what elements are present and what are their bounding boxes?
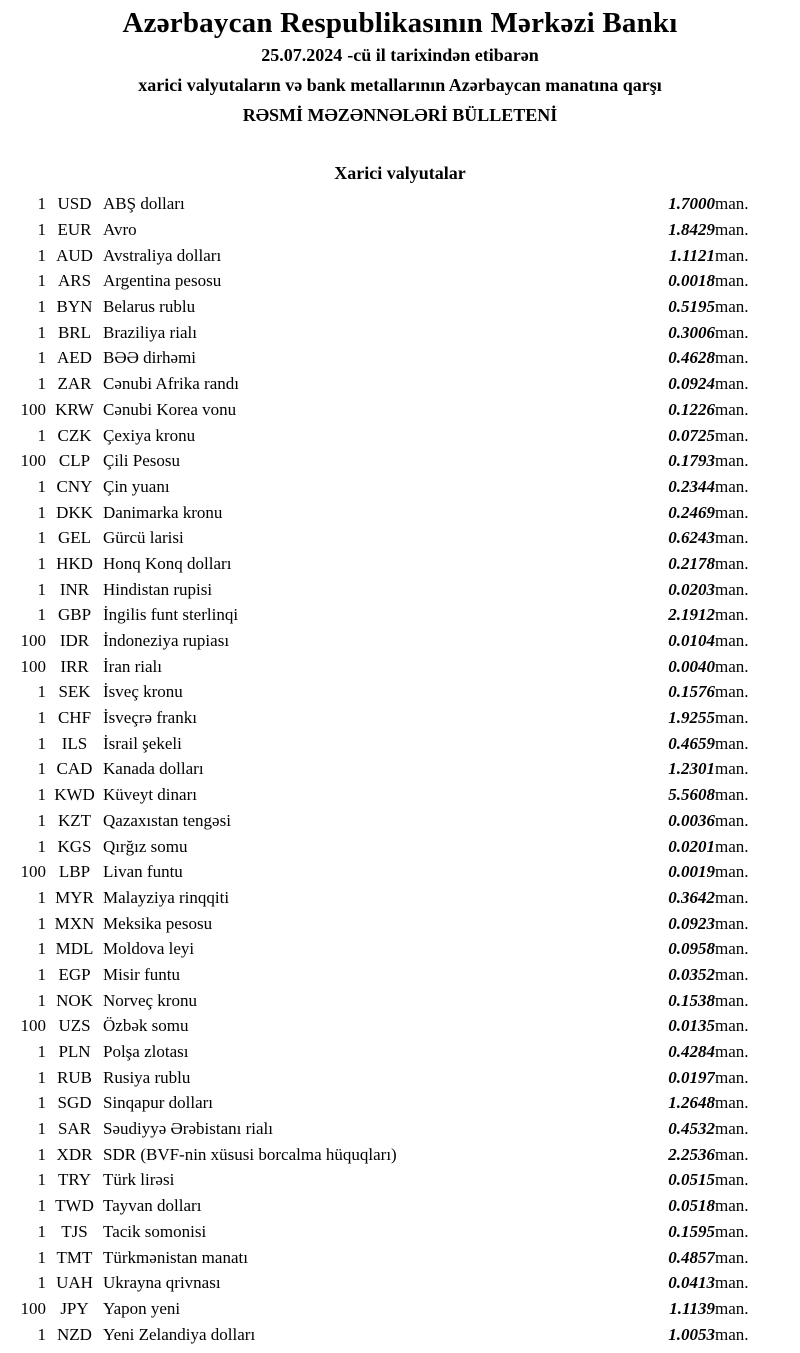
rate-row (0, 242, 800, 268)
row-quantity: 1 (37, 990, 46, 1010)
row-currency-code: EUR (57, 220, 92, 240)
rate-row (0, 679, 800, 705)
row-unit-label: man. (715, 733, 749, 753)
row-currency-code: IDR (59, 631, 90, 651)
rate-row (0, 1090, 800, 1116)
row-unit-label: man. (715, 348, 749, 368)
row-currency-name: İsrail şekeli (103, 733, 182, 753)
section-title: Xarici valyutalar (334, 163, 466, 183)
row-rate-value: 0.0203 (668, 579, 715, 599)
row-rate-value: 0.3006 (668, 322, 715, 342)
row-unit-label: man. (715, 862, 749, 882)
rate-row (0, 345, 800, 371)
row-currency-code: HKD (56, 553, 93, 573)
row-currency-code: MXN (54, 913, 95, 933)
row-rate-value: 0.1576 (668, 682, 715, 702)
row-quantity: 1 (37, 245, 46, 265)
row-currency-code: LBP (58, 862, 91, 882)
row-currency-code: KGS (57, 836, 92, 856)
row-currency-name: SDR (BVF-nin xüsusi borcalma hüquqları) (103, 1144, 397, 1164)
row-unit-label: man. (715, 245, 749, 265)
row-unit-label: man. (715, 374, 749, 394)
row-unit-label: man. (715, 502, 749, 522)
row-rate-value: 0.0413 (668, 1273, 715, 1293)
row-currency-code: NOK (56, 990, 93, 1010)
row-currency-name: İsveç kronu (103, 682, 183, 702)
row-quantity: 1 (37, 1273, 46, 1293)
row-quantity: 1 (37, 1247, 46, 1267)
row-currency-code: SAR (57, 1119, 92, 1139)
row-quantity: 1 (37, 476, 46, 496)
row-currency-name: Malayziya rinqqiti (103, 887, 230, 907)
row-currency-code: KWD (54, 785, 95, 805)
row-unit-label: man. (715, 605, 749, 625)
row-currency-code: CNY (56, 476, 93, 496)
row-currency-name: Moldova leyi (103, 939, 195, 959)
rate-row (0, 808, 800, 834)
rate-row (0, 653, 800, 679)
row-currency-name: Səudiyyə Ərəbistanı rialı (103, 1119, 273, 1139)
row-unit-label: man. (715, 451, 749, 471)
row-rate-value: 0.0040 (668, 656, 715, 676)
row-rate-value: 5.5608 (668, 785, 715, 805)
row-quantity: 1 (37, 348, 46, 368)
row-quantity: 1 (37, 836, 46, 856)
row-unit-label: man. (715, 1093, 749, 1113)
row-currency-code: UZS (58, 1016, 91, 1036)
row-currency-code: KZT (57, 810, 92, 830)
row-quantity: 1 (37, 1042, 46, 1062)
row-currency-code: TMT (56, 1247, 93, 1267)
row-currency-code: XDR (56, 1144, 93, 1164)
row-rate-value: 1.1121 (669, 245, 715, 265)
row-rate-value: 0.2469 (668, 502, 715, 522)
row-unit-label: man. (715, 785, 749, 805)
row-unit-label: man. (715, 1324, 749, 1344)
rate-row (0, 217, 800, 243)
row-currency-code: NZD (57, 1324, 92, 1344)
row-currency-name: Cənubi Korea vonu (103, 399, 237, 419)
row-currency-name: Türkmənistan manatı (103, 1247, 248, 1267)
row-quantity: 1 (37, 1144, 46, 1164)
row-quantity: 1 (37, 502, 46, 522)
row-unit-label: man. (715, 810, 749, 830)
row-currency-name: Argentina pesosu (103, 271, 222, 291)
rate-row (0, 576, 800, 602)
rate-row (0, 936, 800, 962)
rate-row (0, 1116, 800, 1142)
row-currency-name: Çin yuanı (103, 476, 170, 496)
rate-row (0, 885, 800, 911)
rate-row (0, 1141, 800, 1167)
row-quantity: 1 (37, 1119, 46, 1139)
row-currency-code: GEL (57, 528, 92, 548)
row-unit-label: man. (715, 1067, 749, 1087)
row-currency-code: GBP (57, 605, 92, 625)
row-rate-value: 0.2178 (668, 553, 715, 573)
row-unit-label: man. (715, 913, 749, 933)
rate-row (0, 268, 800, 294)
row-quantity: 1 (37, 964, 46, 984)
row-rate-value: 1.8429 (668, 220, 715, 240)
row-currency-name: İndoneziya rupiası (103, 631, 230, 651)
row-currency-code: IRR (60, 656, 89, 676)
row-currency-name: Yapon yeni (103, 1298, 181, 1318)
row-quantity: 1 (37, 528, 46, 548)
rate-row (0, 1064, 800, 1090)
row-rate-value: 0.0036 (668, 810, 715, 830)
row-unit-label: man. (715, 271, 749, 291)
row-unit-label: man. (715, 425, 749, 445)
row-unit-label: man. (715, 399, 749, 419)
row-rate-value: 0.0104 (668, 631, 715, 651)
rate-row (0, 1039, 800, 1065)
row-currency-code: ARS (57, 271, 92, 291)
row-currency-code: TJS (61, 1221, 88, 1241)
rate-row (0, 782, 800, 808)
rate-row (0, 551, 800, 577)
row-quantity: 1 (37, 1093, 46, 1113)
rate-row (0, 756, 800, 782)
row-rate-value: 1.0053 (668, 1324, 715, 1344)
rate-row (0, 1167, 800, 1193)
row-rate-value: 0.0958 (668, 939, 715, 959)
row-quantity: 1 (37, 759, 46, 779)
row-currency-name: Hindistan rupisi (103, 579, 213, 599)
row-quantity: 100 (20, 451, 46, 471)
row-currency-name: Küveyt dinarı (103, 785, 197, 805)
rates-table (0, 191, 800, 1347)
row-rate-value: 0.6243 (668, 528, 715, 548)
row-rate-value: 0.0201 (668, 836, 715, 856)
row-currency-code: JPY (60, 1298, 89, 1318)
row-unit-label: man. (715, 631, 749, 651)
row-quantity: 1 (37, 579, 46, 599)
rate-row (0, 1193, 800, 1219)
row-quantity: 1 (37, 271, 46, 291)
rate-row (0, 705, 800, 731)
rate-row (0, 397, 800, 423)
row-rate-value: 0.1793 (668, 451, 715, 471)
row-rate-value: 1.1139 (669, 1298, 715, 1318)
row-currency-name: Braziliya rialı (103, 322, 197, 342)
rates-table-body (0, 191, 800, 1347)
row-currency-code: INR (59, 579, 90, 599)
row-unit-label: man. (715, 528, 749, 548)
row-unit-label: man. (715, 1119, 749, 1139)
effective-date-suffix: -cü il tarixindən etibarən (347, 45, 539, 65)
rate-row (0, 319, 800, 345)
row-unit-label: man. (715, 1196, 749, 1216)
row-currency-name: İran rialı (103, 656, 162, 676)
rate-row (0, 191, 800, 217)
row-quantity: 1 (37, 194, 46, 214)
bank-title: Azərbaycan Respublikasının Mərkəzi Bankı (122, 7, 678, 39)
rate-row (0, 499, 800, 525)
row-currency-name: Honq Konq dolları (103, 553, 232, 573)
row-rate-value: 0.3642 (668, 887, 715, 907)
row-currency-name: Kanada dolları (103, 759, 204, 779)
row-quantity: 1 (37, 1170, 46, 1190)
row-rate-value: 0.5195 (668, 297, 715, 317)
row-quantity: 1 (37, 1324, 46, 1344)
row-quantity: 1 (37, 605, 46, 625)
row-currency-name: Tacik somonisi (103, 1221, 207, 1241)
row-rate-value: 0.0352 (668, 964, 715, 984)
row-currency-code: PLN (58, 1042, 91, 1062)
rate-row (0, 730, 800, 756)
row-quantity: 1 (37, 785, 46, 805)
row-unit-label: man. (715, 194, 749, 214)
row-currency-code: TRY (57, 1170, 92, 1190)
row-unit-label: man. (715, 1221, 749, 1241)
row-quantity: 1 (37, 939, 46, 959)
row-rate-value: 1.7000 (668, 194, 715, 214)
row-unit-label: man. (715, 220, 749, 240)
rate-row (0, 628, 800, 654)
row-unit-label: man. (715, 322, 749, 342)
row-unit-label: man. (715, 297, 749, 317)
bulletin-header (0, 0, 800, 130)
row-currency-name: Yeni Zelandiya dolları (103, 1324, 256, 1344)
row-currency-name: Çexiya kronu (103, 425, 196, 445)
effective-date-line (0, 40, 800, 70)
row-currency-name: Özbək somu (103, 1016, 189, 1036)
row-rate-value: 0.0725 (668, 425, 715, 445)
row-currency-name: Ukrayna qrivnası (103, 1273, 221, 1293)
row-unit-label: man. (715, 1298, 749, 1318)
rate-row (0, 859, 800, 885)
row-rate-value: 0.0518 (668, 1196, 715, 1216)
row-quantity: 1 (37, 913, 46, 933)
row-currency-name: Misir funtu (103, 964, 180, 984)
row-currency-code: AUD (56, 245, 93, 265)
row-rate-value: 0.0197 (668, 1067, 715, 1087)
row-currency-name: Polşa zlotası (103, 1042, 189, 1062)
row-unit-label: man. (715, 579, 749, 599)
row-rate-value: 0.4532 (668, 1119, 715, 1139)
row-unit-label: man. (715, 887, 749, 907)
row-currency-name: Tayvan dolları (103, 1196, 202, 1216)
row-quantity: 1 (37, 553, 46, 573)
row-currency-code: RUB (57, 1067, 92, 1087)
row-currency-code: EGP (58, 964, 91, 984)
row-currency-code: UAH (56, 1273, 93, 1293)
rate-row (0, 294, 800, 320)
row-currency-name: Qazaxıstan tengəsi (103, 810, 231, 830)
row-currency-name: Meksika pesosu (103, 913, 213, 933)
rate-row (0, 1321, 800, 1347)
rate-row (0, 525, 800, 551)
row-currency-code: SEK (58, 682, 91, 702)
row-currency-code: ZAR (57, 374, 92, 394)
row-quantity: 1 (37, 297, 46, 317)
effective-date: 25.07.2024 (261, 45, 343, 65)
rate-row (0, 833, 800, 859)
row-currency-name: Danimarka kronu (103, 502, 223, 522)
row-quantity: 100 (20, 631, 46, 651)
row-currency-name: Avro (103, 220, 137, 240)
bulletin-title: RƏSMİ MƏZƏNNƏLƏRİ BÜLLETENİ (242, 105, 558, 125)
row-rate-value: 1.2648 (668, 1093, 715, 1113)
row-quantity: 1 (37, 682, 46, 702)
row-unit-label: man. (715, 990, 749, 1010)
rate-row (0, 474, 800, 500)
row-quantity: 1 (37, 1221, 46, 1241)
row-currency-code: BYN (56, 297, 93, 317)
row-currency-name: Sinqapur dolları (103, 1093, 214, 1113)
rate-row (0, 1270, 800, 1296)
row-currency-name: Cənubi Afrika randı (103, 374, 239, 394)
row-currency-code: MDL (55, 939, 94, 959)
row-currency-code: SGD (57, 1093, 92, 1113)
row-unit-label: man. (715, 759, 749, 779)
row-unit-label: man. (715, 682, 749, 702)
rate-row (0, 910, 800, 936)
row-unit-label: man. (715, 1144, 749, 1164)
rate-row (0, 1013, 800, 1039)
row-currency-code: CHF (57, 708, 92, 728)
row-currency-code: AED (57, 348, 92, 368)
row-unit-label: man. (715, 1170, 749, 1190)
row-quantity: 1 (37, 220, 46, 240)
rate-row (0, 422, 800, 448)
rate-row (0, 371, 800, 397)
row-quantity: 100 (20, 1016, 46, 1036)
row-unit-label: man. (715, 476, 749, 496)
row-rate-value: 0.4284 (668, 1042, 715, 1062)
row-unit-label: man. (715, 656, 749, 676)
row-rate-value: 0.0019 (668, 862, 715, 882)
row-quantity: 1 (37, 708, 46, 728)
row-currency-name: İngilis funt sterlinqi (103, 605, 239, 625)
row-rate-value: 1.2301 (668, 759, 715, 779)
row-currency-code: ILS (61, 733, 88, 753)
row-quantity: 1 (37, 887, 46, 907)
row-currency-name: Qırğız somu (103, 836, 188, 856)
row-currency-name: BƏƏ dirhəmi (103, 348, 197, 368)
row-currency-name: Avstraliya dolları (103, 245, 222, 265)
row-currency-name: ABŞ dolları (103, 194, 185, 214)
row-unit-label: man. (715, 1273, 749, 1293)
row-unit-label: man. (715, 1247, 749, 1267)
row-currency-name: İsveçrə frankı (103, 708, 197, 728)
row-unit-label: man. (715, 939, 749, 959)
row-currency-code: MYR (55, 887, 94, 907)
row-rate-value: 0.1538 (668, 990, 715, 1010)
row-rate-value: 0.4857 (668, 1247, 715, 1267)
row-currency-code: CZK (57, 425, 92, 445)
row-currency-code: KRW (55, 399, 94, 419)
row-rate-value: 2.2536 (668, 1144, 715, 1164)
row-quantity: 1 (37, 810, 46, 830)
row-rate-value: 0.4659 (668, 733, 715, 753)
rate-row (0, 1219, 800, 1245)
row-currency-name: Norveç kronu (103, 990, 197, 1010)
row-rate-value: 0.0135 (668, 1016, 715, 1036)
row-unit-label: man. (715, 1042, 749, 1062)
row-currency-name: Gürcü larisi (103, 528, 184, 548)
row-currency-code: DKK (56, 502, 93, 522)
row-quantity: 1 (37, 425, 46, 445)
row-rate-value: 0.0515 (668, 1170, 715, 1190)
row-currency-code: USD (57, 194, 92, 214)
row-rate-value: 0.0923 (668, 913, 715, 933)
row-rate-value: 0.4628 (668, 348, 715, 368)
rate-row (0, 448, 800, 474)
row-quantity: 1 (37, 1067, 46, 1087)
row-unit-label: man. (715, 1016, 749, 1036)
row-currency-name: Çili Pesosu (103, 451, 180, 471)
row-currency-name: Rusiya rublu (103, 1067, 191, 1087)
row-currency-code: CLP (58, 451, 91, 471)
row-unit-label: man. (715, 964, 749, 984)
row-quantity: 1 (37, 322, 46, 342)
row-currency-code: BRL (57, 322, 92, 342)
row-currency-code: CAD (56, 759, 93, 779)
row-quantity: 1 (37, 374, 46, 394)
row-quantity: 100 (20, 399, 46, 419)
row-currency-code: TWD (55, 1196, 94, 1216)
row-rate-value: 0.1226 (668, 399, 715, 419)
rate-row (0, 1244, 800, 1270)
row-rate-value: 1.9255 (668, 708, 715, 728)
row-currency-name: Belarus rublu (103, 297, 196, 317)
rate-row (0, 962, 800, 988)
row-rate-value: 0.0924 (668, 374, 715, 394)
rate-row (0, 602, 800, 628)
rate-row (0, 987, 800, 1013)
row-unit-label: man. (715, 836, 749, 856)
row-quantity: 1 (37, 1196, 46, 1216)
row-quantity: 100 (20, 1298, 46, 1318)
row-currency-name: Türk lirəsi (103, 1170, 175, 1190)
row-quantity: 100 (20, 656, 46, 676)
subtitle-line: xarici valyutaların və bank metallarının Azərbaycan manatına qarşı (138, 75, 662, 95)
row-unit-label: man. (715, 553, 749, 573)
row-rate-value: 0.1595 (668, 1221, 715, 1241)
row-quantity: 100 (20, 862, 46, 882)
row-rate-value: 0.0018 (668, 271, 715, 291)
row-unit-label: man. (715, 708, 749, 728)
row-currency-name: Livan funtu (103, 862, 183, 882)
rate-row (0, 1296, 800, 1322)
row-rate-value: 2.1912 (668, 605, 715, 625)
row-rate-value: 0.2344 (668, 476, 715, 496)
row-quantity: 1 (37, 733, 46, 753)
